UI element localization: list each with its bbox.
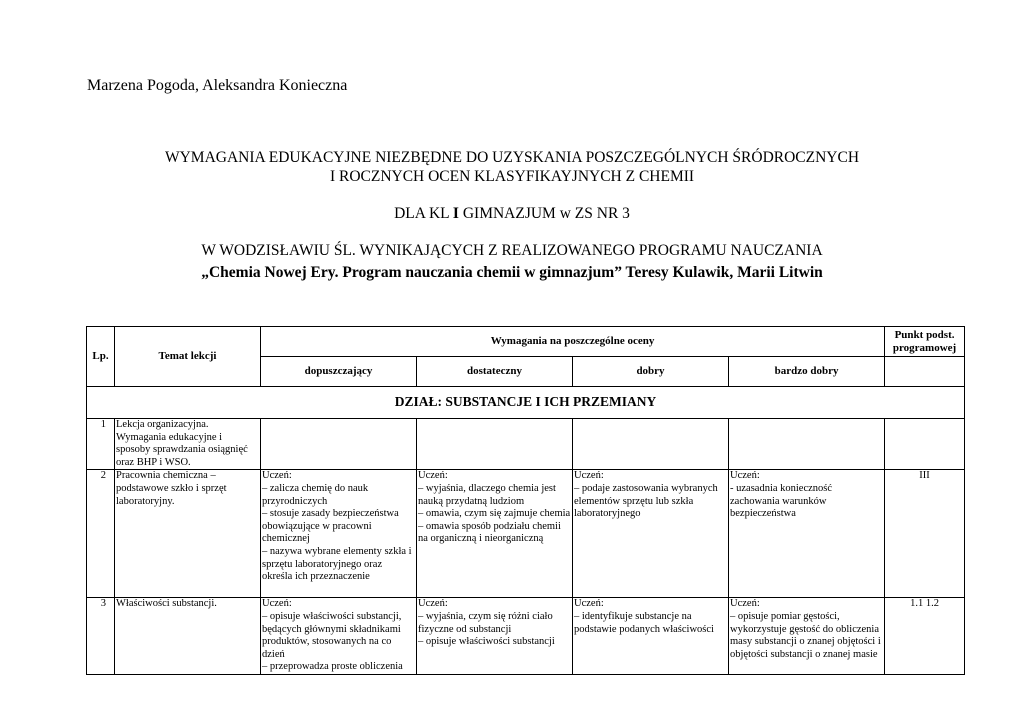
row-lp: 1 [87, 419, 115, 470]
requirements-table [86, 326, 965, 675]
header-point-empty [885, 357, 965, 387]
row-grade-4 [729, 470, 885, 598]
row-lp: 2 [87, 470, 115, 598]
header-grade-4: bardzo dobry [729, 357, 885, 387]
req-line: Uczeń: [262, 470, 292, 482]
req-line: Uczeń: [574, 598, 604, 610]
req-line: – przeprowadza proste obliczenia [262, 661, 403, 673]
class-number: I [452, 205, 459, 222]
req-line: Uczeń: [730, 470, 760, 482]
req-line: – identyfikuje substancje na podstawie podanych właściwości [574, 610, 714, 635]
req-line: – podaje zastosowania wybranych elementów sprzętu lub szkła laboratoryjnego [574, 482, 718, 520]
req-line: – opisuje pomiar gęstości, wykorzystuje gęstość do obliczenia masy substancji o znanej objętości i objętości substancji o znanej masie [730, 610, 881, 660]
program-block [0, 240, 1024, 284]
authors: Marzena Pogoda, Aleksandra Konieczna [87, 77, 348, 94]
header-grade-2: dostateczny [417, 357, 573, 387]
title-line-2: I ROCZNYCH OCEN KLASYFIKAYJNYCH Z CHEMII [329, 168, 695, 185]
row-point: 1.1 1.2 [885, 598, 965, 675]
req-line: Uczeń: [418, 470, 448, 482]
table-row [87, 470, 965, 598]
req-line: – opisuje właściwości substancji, będących głównymi składnikami produktów, stosowanych na co dzień [262, 610, 402, 660]
row-lp: 3 [87, 598, 115, 675]
class-prefix: DLA KL [394, 205, 453, 222]
row-grade-3 [573, 470, 729, 598]
req-line: – omawia sposób podziału chemii na organiczną i nieorganiczną [418, 520, 561, 545]
title-line-1: WYMAGANIA EDUKACYJNE NIEZBĘDNE DO UZYSKANIA POSZCZEGÓLNYCH ŚRÓDROCZNYCH [164, 149, 860, 166]
document-title [0, 148, 1024, 186]
req-line: Uczeń: [418, 598, 448, 610]
class-suffix: GIMNAZJUM w ZS NR 3 [458, 205, 630, 222]
row-grade-3 [573, 419, 729, 470]
row-grade-4 [729, 598, 885, 675]
header-point: Punkt podst. programowej [885, 327, 965, 357]
row-topic: Właściwości substancji. [115, 598, 261, 675]
row-topic: Pracownia chemiczna – podstawowe szkło i sprzęt laboratoryjny. [115, 470, 261, 598]
school-line: W WODZISŁAWIU ŚL. WYNIKAJĄCYCH Z REALIZOWANEGO PROGRAMU NAUCZANIA [201, 242, 823, 259]
req-line: – wyjaśnia, dlaczego chemia jest nauką przydatną ludziom [418, 482, 556, 507]
req-line: Uczeń: [262, 598, 292, 610]
table-row [87, 598, 965, 675]
req-line: – stosuje zasady bezpieczeństwa obowiązujące w pracowni chemicznej [262, 508, 399, 545]
row-grade-3 [573, 598, 729, 675]
class-line [0, 205, 1024, 223]
row-topic: Lekcja organizacyjna. Wymagania edukacyjne i sposoby sprawdzania osiągnięć oraz BHP i WSO. [115, 419, 261, 470]
req-line: – opisuje właściwości substancji [418, 636, 555, 648]
header-grade-1: dopuszczający [261, 357, 417, 387]
program-line: „Chemia Nowej Ery. Program nauczania chemii w gimnazjum” Teresy Kulawik, Marii Litwin [201, 264, 823, 281]
header-grade-3: dobry [573, 357, 729, 387]
row-grade-1 [261, 598, 417, 675]
row-grade-2 [417, 470, 573, 598]
row-grade-1 [261, 419, 417, 470]
row-grade-1 [261, 470, 417, 598]
header-requirements: Wymagania na poszczególne oceny [261, 327, 885, 357]
row-grade-2 [417, 419, 573, 470]
req-line: Uczeń: [574, 470, 604, 482]
header-topic: Temat lekcji [115, 327, 261, 387]
row-grade-4 [729, 419, 885, 470]
row-point: III [885, 470, 965, 598]
req-line: – zalicza chemię do nauk przyrodniczych [262, 482, 369, 507]
section-header: DZIAŁ: SUBSTANCJE I ICH PRZEMIANY [87, 387, 965, 419]
row-grade-2 [417, 598, 573, 675]
req-line: Uczeń: [730, 598, 760, 610]
req-line: – nazywa wybrane elementy szkła i sprzętu laboratoryjnego oraz określa ich przeznaczenie [262, 545, 412, 583]
table-row [87, 419, 965, 470]
row-point [885, 419, 965, 470]
req-line: – wyjaśnia, czym się różni ciało fizyczne od substancji [418, 610, 553, 635]
header-lp: Lp. [87, 327, 115, 387]
req-line: – omawia, czym się zajmuje chemia [418, 508, 571, 520]
req-line: - uzasadnia konieczność zachowania warunków bezpieczeństwa [730, 482, 833, 520]
